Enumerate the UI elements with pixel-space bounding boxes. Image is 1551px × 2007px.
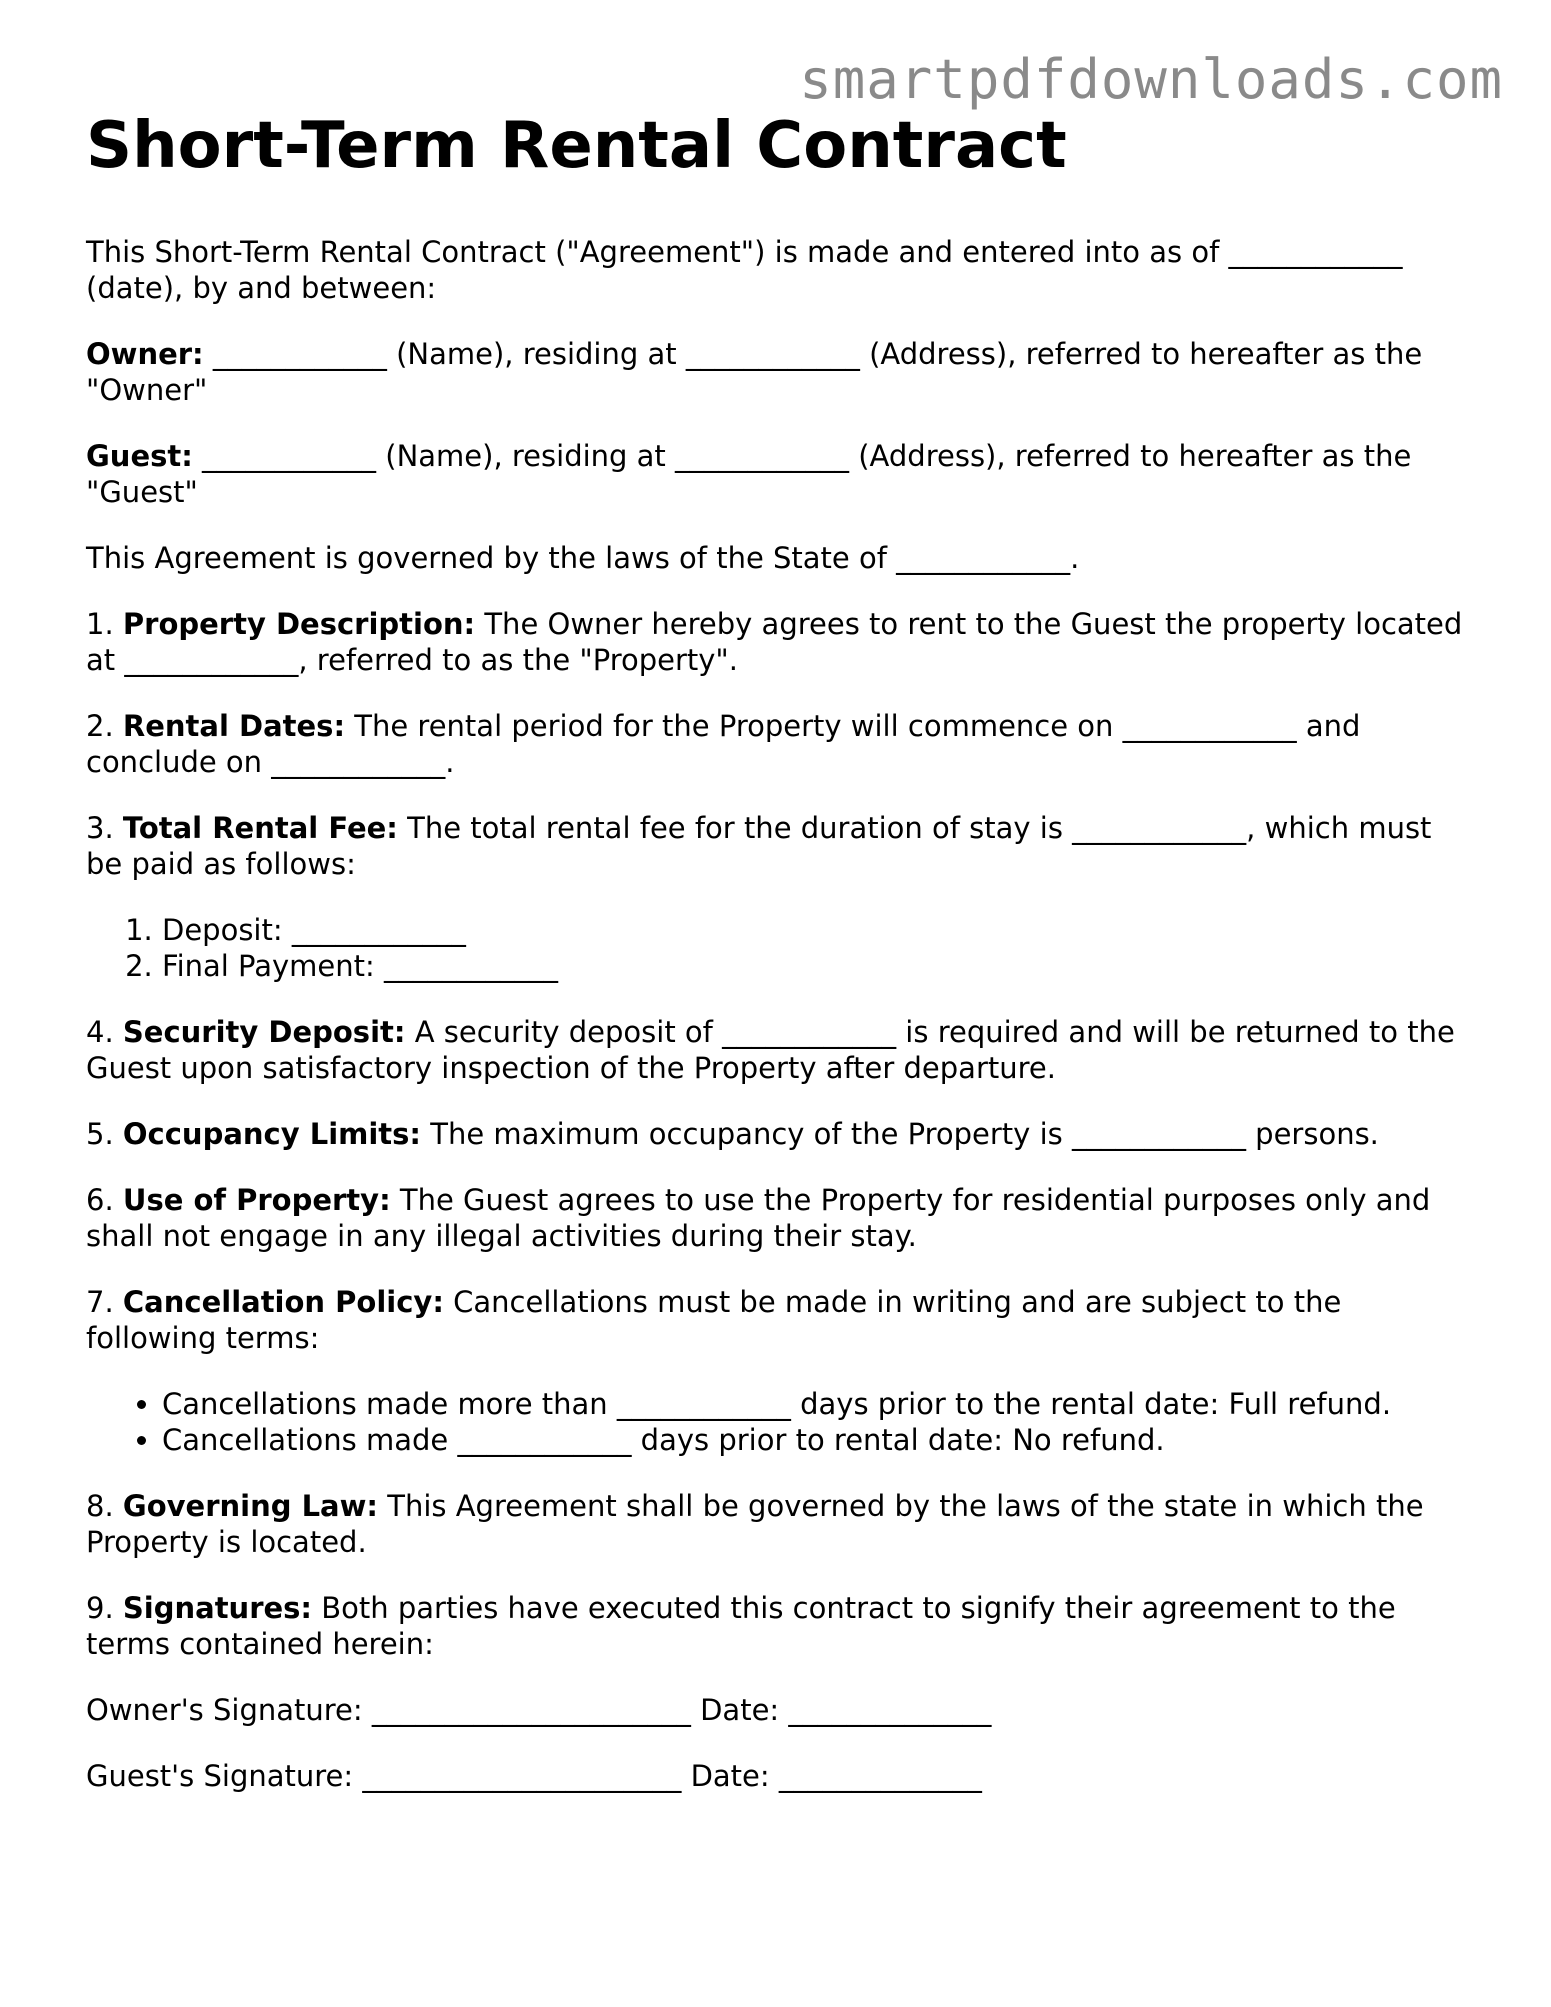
section-heading: Total Rental Fee: bbox=[122, 811, 398, 845]
list-item: • Cancellations made ____________ days prior to rental date: No refund. bbox=[162, 1422, 1466, 1458]
guest-label: Guest: bbox=[86, 439, 193, 473]
section-8 bbox=[86, 1488, 1466, 1560]
section-heading: Rental Dates: bbox=[122, 709, 346, 743]
watermark: smartpdfdownloads.com bbox=[799, 48, 1503, 111]
section-number: 7. bbox=[86, 1285, 123, 1319]
section-heading: Property Description: bbox=[122, 607, 476, 641]
owner-paragraph bbox=[86, 336, 1466, 408]
cancellation-list bbox=[86, 1386, 1466, 1458]
section-text: The maximum occupancy of the Property is ____________ persons. bbox=[421, 1117, 1379, 1151]
intro-paragraph: This Short-Term Rental Contract ("Agreement") is made and entered into as of ____________ (date), by and between: bbox=[86, 235, 1403, 305]
section-number: 4. bbox=[86, 1015, 123, 1049]
section-1 bbox=[86, 606, 1466, 678]
guest-paragraph bbox=[86, 438, 1466, 510]
section-text: The rental period for the Property will commence on ____________ and conclude on ____________. bbox=[86, 709, 1361, 779]
section-number: 1. bbox=[86, 607, 123, 641]
document-body bbox=[86, 104, 1466, 1824]
governing-state-paragraph: This Agreement is governed by the laws of the State of ____________. bbox=[86, 541, 1080, 575]
list-item: 2. Final Payment: ____________ bbox=[162, 948, 1466, 984]
section-text: This Agreement shall be governed by the laws of the state in which the Property is located. bbox=[86, 1489, 1424, 1559]
section-number: 9. bbox=[86, 1591, 123, 1625]
owner-signature-line: Owner's Signature: ______________________ Date: ______________ bbox=[86, 1693, 992, 1727]
section-number: 6. bbox=[86, 1183, 123, 1217]
section-4 bbox=[86, 1014, 1466, 1086]
list-item: • Cancellations made more than ____________ days prior to the rental date: Full refund. bbox=[162, 1386, 1466, 1422]
section-6 bbox=[86, 1182, 1466, 1254]
section-text: A security deposit of ____________ is required and will be returned to the Guest upon satisfactory inspection of the Property after departure. bbox=[86, 1015, 1455, 1085]
section-number: 5. bbox=[86, 1117, 123, 1151]
section-text: The total rental fee for the duration of stay is ____________, which must be paid as follows: bbox=[86, 811, 1432, 881]
section-text: The Guest agrees to use the Property for residential purposes only and shall not engage in any illegal activities during their stay. bbox=[86, 1183, 1431, 1253]
section-number: 8. bbox=[86, 1489, 123, 1523]
section-3 bbox=[86, 810, 1466, 882]
section-heading: Security Deposit: bbox=[122, 1015, 406, 1049]
section-2 bbox=[86, 708, 1466, 780]
section-heading: Cancellation Policy: bbox=[122, 1285, 444, 1319]
section-heading: Signatures: bbox=[122, 1591, 313, 1625]
section-number: 3. bbox=[86, 811, 123, 845]
section-text: Cancellations must be made in writing and are subject to the following terms: bbox=[86, 1285, 1342, 1355]
owner-text: ____________ (Name), residing at ____________ (Address), referred to hereafter as the "Owner" bbox=[86, 337, 1423, 407]
section-heading: Governing Law: bbox=[122, 1489, 379, 1523]
guest-signature-line: Guest's Signature: ______________________ Date: ______________ bbox=[86, 1759, 982, 1793]
document-title: Short-Term Rental Contract bbox=[86, 109, 1067, 183]
guest-text: ____________ (Name), residing at ____________ (Address), referred to hereafter as the "Guest" bbox=[86, 439, 1412, 509]
list-item: 1. Deposit: ____________ bbox=[162, 912, 1466, 948]
section-heading: Use of Property: bbox=[122, 1183, 391, 1217]
section-7 bbox=[86, 1284, 1466, 1356]
section-text: The Owner hereby agrees to rent to the Guest the property located at ____________, referred to as the "Property". bbox=[86, 607, 1463, 677]
section-9 bbox=[86, 1590, 1466, 1662]
section-heading: Occupancy Limits: bbox=[122, 1117, 422, 1151]
payment-list bbox=[86, 912, 1466, 984]
section-text: Both parties have executed this contract to signify their agreement to the terms contained herein: bbox=[86, 1591, 1396, 1661]
section-5 bbox=[86, 1116, 1466, 1152]
owner-label: Owner: bbox=[86, 337, 204, 371]
section-number: 2. bbox=[86, 709, 123, 743]
